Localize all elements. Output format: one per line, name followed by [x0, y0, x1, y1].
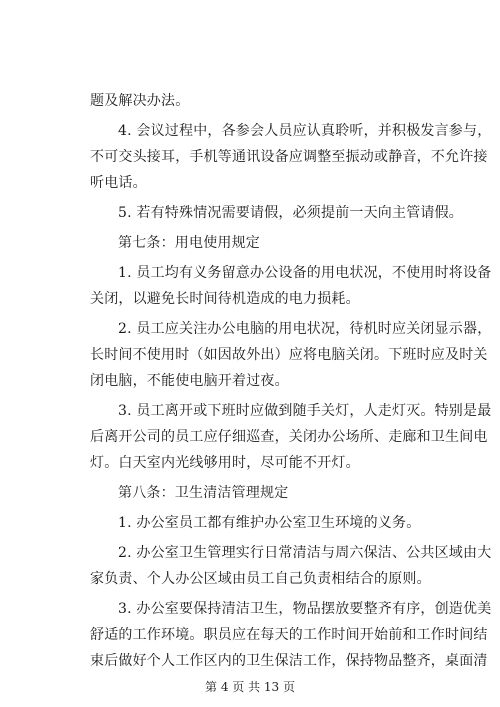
text-line: 听电话。 — [90, 175, 147, 191]
text-line: 长时间不使用时（如因故外出）应将电脑关闭。下班时应及时关 — [90, 347, 488, 363]
text-line: 1. 办公室员工都有维护办公室卫生环境的义务。 — [118, 515, 421, 531]
paragraph — [90, 316, 492, 394]
paragraph — [90, 88, 430, 114]
page-number-footer: 第 4 页 共 13 页 — [205, 680, 295, 694]
text-line: 舒适的工作环境。职员应在每天的工作时间开始前和工作时间结 — [90, 627, 488, 643]
text-line: 第八条：卫生清洁管理规定 — [118, 485, 289, 501]
text-line: 3. 办公室要保持清洁卫生，物品摆放要整齐有序，创造优美 — [118, 601, 492, 617]
text-line: 第七条：用电使用规定 — [118, 235, 260, 251]
paragraph — [90, 510, 430, 536]
paragraph — [90, 480, 430, 506]
text-line: 5. 若有特殊情况需要请假，必须提前一天向主管请假。 — [118, 205, 464, 221]
document-body — [90, 88, 492, 678]
paragraph — [90, 596, 492, 674]
text-line: 不可交头接耳，手机等通讯设备应调整至振动或静音，不允许接 — [90, 149, 488, 165]
text-line: 关闭，以避免长时间待机造成的电力损耗。 — [90, 291, 360, 307]
text-line: 4. 会议过程中，各参会人员应认真聆听，并积极发言参与， — [118, 123, 492, 139]
text-line: 灯。白天室内光线够用时，尽可能不开灯。 — [90, 455, 360, 471]
text-line: 家负责、个人办公区域由员工自己负责相结合的原则。 — [90, 571, 431, 587]
paragraph — [90, 200, 464, 226]
text-line: 2. 办公室卫生管理实行日常清洁与周六保洁、公共区域由大 — [118, 545, 492, 561]
text-line: 束后做好个人工作区内的卫生保洁工作，保持物品整齐，桌面清 — [90, 653, 488, 669]
text-line: 2. 员工应关注办公电脑的用电状况，待机时应关闭显示器， — [118, 321, 492, 337]
paragraph — [90, 118, 492, 196]
text-line: 3. 员工离开或下班时应做到随手关灯，人走灯灭。特别是最 — [118, 403, 492, 419]
paragraph — [90, 398, 492, 476]
text-line: 题及解决办法。 — [90, 93, 190, 109]
text-line: 闭电脑，不能使电脑开着过夜。 — [90, 373, 289, 389]
paragraph — [90, 540, 492, 592]
text-line: 后离开公司的员工应仔细巡查，关闭办公场所、走廊和卫生间电 — [90, 429, 488, 445]
paragraph — [90, 230, 430, 256]
text-line: 1. 员工均有义务留意办公设备的用电状况，不使用时将设备 — [118, 265, 492, 281]
paragraph — [90, 260, 492, 312]
